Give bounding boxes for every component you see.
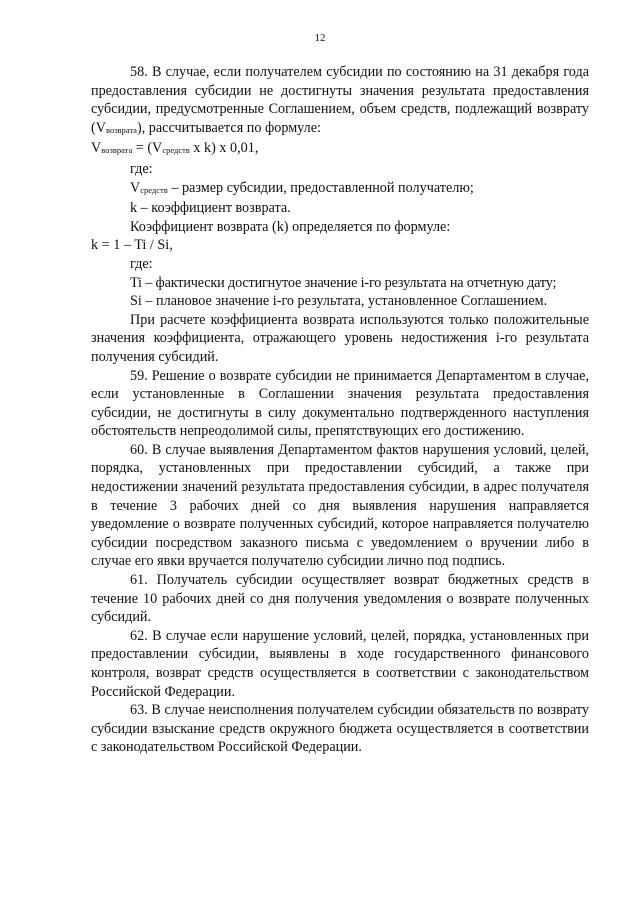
formula-k: k = 1 – Ti / Si, xyxy=(91,237,173,254)
where-label-2: где: xyxy=(130,255,153,272)
calculation-note: При расчете коэффициента возврата используются только положительные значения коэффициента, отражающего уровень недостижения i-го результата получения субсидий. xyxy=(91,311,589,365)
def-v-symbol: V xyxy=(130,179,141,196)
definition-si: Si – плановое значение i-го результата, установленное Соглашением. xyxy=(130,293,548,310)
def-v-sub: средств xyxy=(140,184,168,195)
formula-mid: = (V xyxy=(132,140,163,157)
formula-v: V xyxy=(91,140,102,157)
formula-tail: x k) x 0,01, xyxy=(189,140,259,157)
paragraph-63: 63. В случае неисполнения получателем субсидии обязательств по возврату субсидии взыскание средств окружного бюджета осуществляется в соответствии с законодательством Российской Федерации. xyxy=(91,702,589,756)
paragraph-58-text: 58. В случае, если получателем субсидии по состоянию на 31 декабря года предоставления субсидии не достигнуты значения результата предоставления субсидии, предусмотренные Соглашением, объем средств, подлежащий возврату (V xyxy=(91,64,589,136)
formula-v-vozvrata xyxy=(91,139,589,160)
formula-sub-vozvrata: возврата xyxy=(101,145,133,156)
paragraph-62: 62. В случае если нарушение условий, целей, порядка, установленных при предоставлении субсидии, выявлены в ходе государственного финансового контроля, возврат средств осуществляется в соответствии с законодательством Российской Федерации. xyxy=(91,627,589,700)
paragraph-61: 61. Получатель субсидии осуществляет возврат бюджетных средств в течение 10 рабочих дней со дня получения уведомления о возврате полученных субсидий. xyxy=(91,572,589,626)
document-body xyxy=(91,63,589,757)
subscript-vozvrata: возврата xyxy=(105,124,137,135)
paragraph-58 xyxy=(91,63,589,139)
definition-k: k – коэффициент возврата. xyxy=(130,200,291,217)
definition-ti: Ti – фактически достигнутое значение i-го результата на отчетную дату; xyxy=(130,274,557,291)
definition-v-sredstv xyxy=(91,179,589,200)
paragraph-60: 60. В случае выявления Департаментом фактов нарушения условий, целей, порядка, установленных при предоставлении субсидий, а также при недостижении значений результата предоставления субсидии, в адрес получателя в течение 3 рабочих дней со дня выявления нарушения направляется уведомление о возврате полученных субсидий, которое направляется получателю субсидии посредством заказного письма с уведомлением о вручении либо в случае его явки вручается получателю субсидии лично под подпись. xyxy=(91,441,589,570)
paragraph-58-text-end: ), рассчитывается по формуле: xyxy=(136,119,321,136)
page-number: 12 xyxy=(314,32,326,44)
coefficient-intro: Коэффициент возврата (k) определяется по формуле: xyxy=(130,218,451,235)
paragraph-59: 59. Решение о возврате субсидии не принимается Департаментом в случае, если установленные в Соглашении значения результата предоставления субсидии, не достигнуты в силу документально подтвержденного наступления обстоятельств непреодолимой силы, препятствующих его достижению. xyxy=(91,367,589,440)
formula-sub-sredstv: средств xyxy=(162,145,190,156)
def-v-text: – размер субсидии, предоставленной получателю; xyxy=(167,179,474,196)
where-label-1: где: xyxy=(130,160,153,177)
